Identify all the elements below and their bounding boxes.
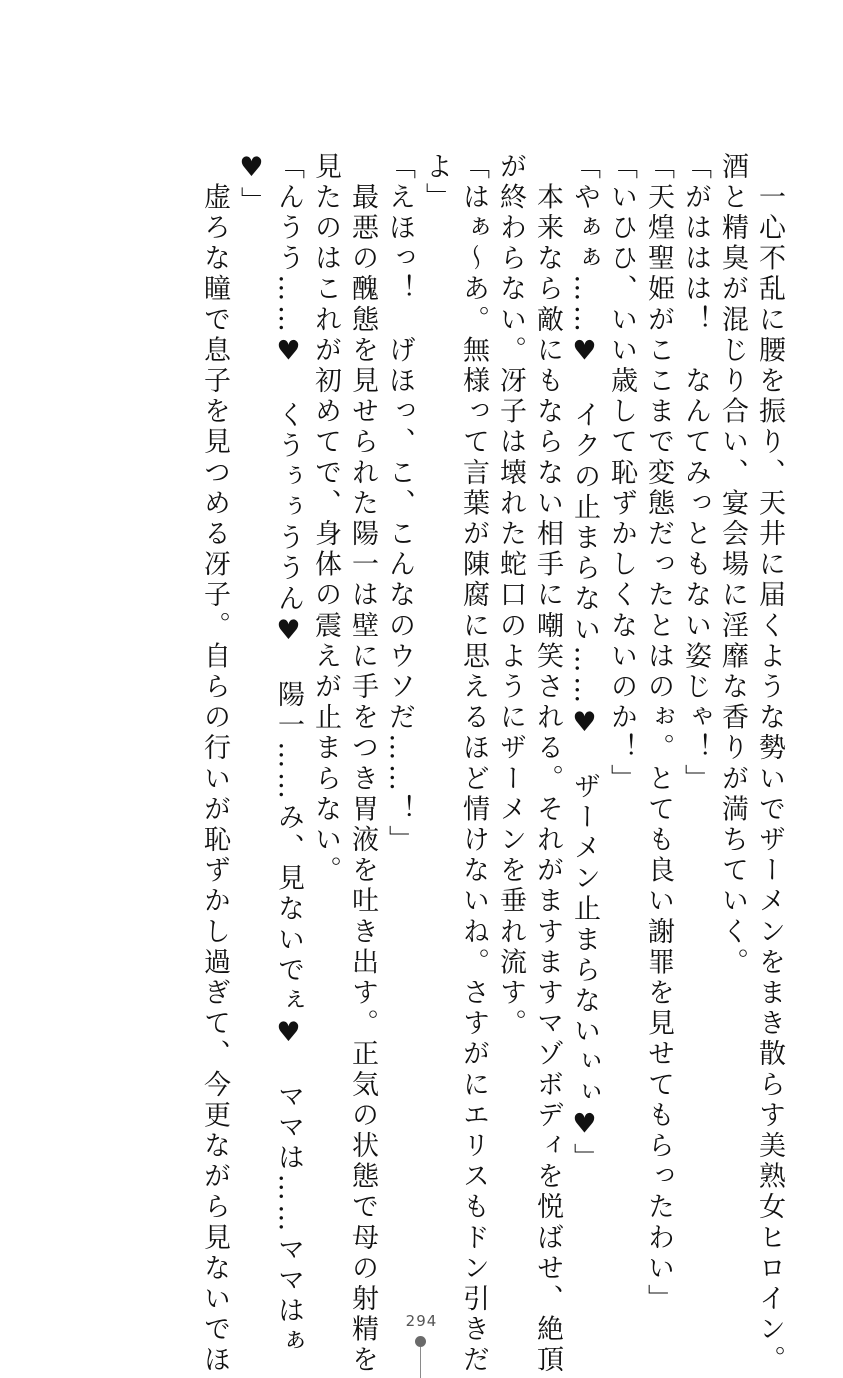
text-line: 本来なら敵にもならない相手に嘲笑される。それがますますマゾボディを悦ばせ、絶頂 bbox=[532, 152, 563, 1376]
text-line: 虚ろな瞳で息子を見つめる冴子。自らの行いが恥ずかし過ぎて、今更ながら見ないでほ bbox=[199, 152, 230, 1376]
text-line: 「んうう……♥ くうぅぅううん♥ 陽一……み、見ないでぇ♥ ママは……ママはぁ bbox=[273, 152, 304, 1358]
text-line: 「えほっ！ げほっ、こ、こんなのウソだ……！」 bbox=[384, 152, 415, 856]
text-line: 「天煌聖姫がここまで変態だったとはのぉ。とても良い謝罪を見せてもらったわい」 bbox=[643, 152, 674, 1315]
page-number: 294 bbox=[405, 1312, 438, 1330]
page-ornament-line bbox=[420, 1347, 421, 1378]
text-line: ♥」 bbox=[236, 152, 267, 218]
text-line: 最悪の醜態を見せられた陽一は壁に手をつき胃液を吐き出す。正気の状態で母の射精を bbox=[347, 152, 378, 1376]
text-line: 一心不乱に腰を振り、天井に届くような勢いでザーメンをまき散らす美熟女ヒロイン。 bbox=[754, 152, 785, 1376]
text-line: 「はぁ〜あ。無様って言葉が陳腐に思えるほど情けないね。さすがにエリスもドン引きだ bbox=[458, 152, 489, 1376]
text-line: 見たのはこれが初めてで、身体の震えが止まらない。 bbox=[310, 152, 341, 887]
text-line: が終わらない。冴子は壊れた蛇口のようにザーメンを垂れ流す。 bbox=[495, 152, 526, 1040]
text-line: 「いひひ、いい歳して恥ずかしくないのか！」 bbox=[606, 152, 637, 795]
text-line: 酒と精臭が混じり合い、宴会場に淫靡な香りが満ちていく。 bbox=[717, 152, 748, 979]
text-line: よ」 bbox=[421, 152, 452, 214]
text-line: 「やぁぁ……♥ イクの止まらない……♥ ザーメン止まらないぃぃ♥」 bbox=[569, 152, 600, 1174]
page-ornament-dot bbox=[415, 1336, 426, 1347]
text-line: 「がははは！ なんてみっともない姿じゃ！」 bbox=[680, 152, 711, 795]
